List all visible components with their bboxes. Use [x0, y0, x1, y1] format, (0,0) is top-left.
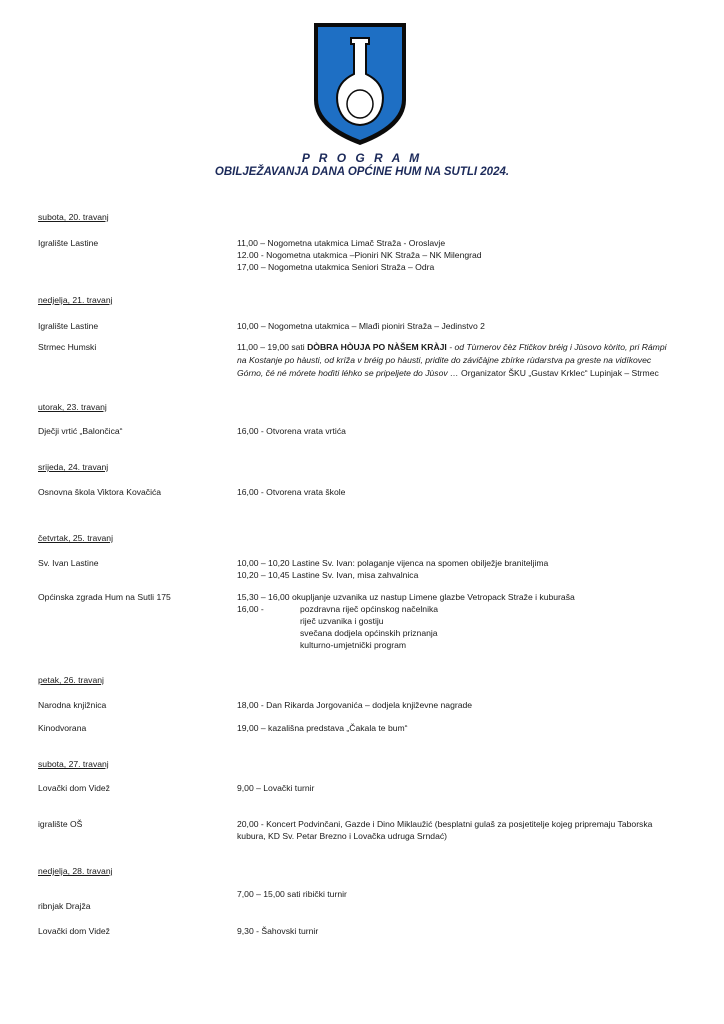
- day-date: utorak, 23. travanj: [38, 402, 107, 412]
- event-line: 17,00 – Nogometna utakmica Seniori Straža – Odra: [237, 262, 435, 272]
- venue-place: Narodna knjižnica: [38, 700, 107, 710]
- event-line: [237, 342, 667, 352]
- venue-place: igralište OŠ: [38, 819, 83, 829]
- sub-event-line: riječ uzvanika i gostiju: [300, 616, 384, 626]
- day-date: subota, 20. travanj: [38, 212, 109, 222]
- event-line: 10,00 – 10,20 Lastine Sv. Ivan: polaganje vijenca na spomen obilježje braniteljima: [237, 558, 549, 568]
- event-line: 15,30 – 16,00 okupljanje uzvanika uz nastup Limene glazbe Vetropack Straže i kuburaša: [237, 592, 575, 602]
- event-line: 10,00 – Nogometna utakmica – Mlađi pioniri Straža – Jedinstvo 2: [237, 321, 485, 331]
- day-date: srijeda, 24. travanj: [38, 462, 109, 472]
- venue-place: Osnovna škola Viktora Kovačića: [38, 487, 162, 497]
- venue-place: Strmec Humski: [38, 342, 97, 352]
- venue-place: Kinodvorana: [38, 723, 87, 733]
- venue-place: ribnjak Drajža: [38, 901, 91, 911]
- day-date: petak, 26. travanj: [38, 675, 104, 685]
- event-line: 18,00 - Dan Rikarda Jorgovanića – dodjela književne nagrade: [237, 700, 473, 710]
- event-line: [237, 368, 659, 378]
- day-date: subota, 27. travanj: [38, 759, 109, 769]
- event-line: kubura, KD Sv. Petar Brezno i Lovačka udruga Srndać): [237, 831, 448, 841]
- shield-crest-icon: [311, 20, 409, 148]
- event-line: 7,00 – 15,00 sati ribički turnir: [237, 889, 347, 899]
- sub-event-line: svečana dodjela općinskih priznanja: [300, 628, 438, 638]
- venue-place: Lovački dom Videž: [38, 783, 110, 793]
- event-line: 9,00 – Lovački turnir: [237, 783, 315, 793]
- event-line: 12.00 - Nogometna utakmica –Pioniri NK Straža – NK Milengrad: [237, 250, 482, 260]
- event-text: - od Tùrnerov čèz Ftičkov bréig i Jùsovo kòrito, pri Rámpi: [446, 342, 667, 352]
- event-line: 10,20 – 10,45 Lastine Sv. Ivan, misa zahvalnica: [237, 570, 419, 580]
- sub-event-line: kulturno-umjetnički program: [300, 640, 407, 650]
- program-subtitle: OBILJEŽAVANJA DANA OPĆINE HUM NA SUTLI 2024.: [214, 166, 510, 178]
- event-line: 19,00 – kazališna predstava „Čakala te bum“: [237, 723, 408, 733]
- venue-place: Igralište Lastine: [38, 238, 99, 248]
- event-time: 11,00 – 19,00 sati: [237, 342, 308, 352]
- event-line: 16,00 - Otvorena vrata vrtića: [237, 426, 346, 436]
- sub-event-line: pozdravna riječ općinskog načelnika: [300, 604, 439, 614]
- event-line: 16,00 -: [237, 604, 264, 614]
- event-line: 20,00 - Koncert Podvinčani, Gazde i Dino Miklaužić (besplatni gulaš za posjetitelje kojeg pripremaju Taborska: [237, 819, 653, 829]
- venue-place: Dječji vrtić „Balončica“: [38, 426, 123, 436]
- venue-place: Sv. Ivan Lastine: [38, 558, 99, 568]
- event-line: 9,30 - Šahovski turnir: [237, 926, 319, 936]
- event-organizer: Organizator ŠKU „Gustav Krklec“ Lupinjak – Strmec: [458, 368, 659, 378]
- day-date: nedjelja, 21. travanj: [38, 295, 113, 305]
- event-name: DÒBRA HÒUJA PO NÀŠEM KRÀJI: [307, 342, 447, 352]
- event-line: na Kostanje po hàusti, od kríža v bréig po hàusti, pridite do závičàjne zbírke rùdarstva pa greste na vidíkovec: [237, 355, 652, 365]
- day-date: četvrtak, 25. travanj: [38, 533, 113, 543]
- program-title: P R O G R A M: [301, 151, 423, 165]
- event-line: 11,00 – Nogometna utakmica Limač Straža - Oroslavje: [237, 238, 446, 248]
- venue-place: Igralište Lastine: [38, 321, 99, 331]
- day-date: nedjelja, 28. travanj: [38, 866, 113, 876]
- event-text: Górno, čé né mórete hodìti léhko se pripeljete do Jùsov …: [237, 368, 459, 378]
- venue-place: Lovački dom Videž: [38, 926, 110, 936]
- venue-place: Općinska zgrada Hum na Sutli 175: [38, 592, 171, 602]
- event-line: 16,00 - Otvorena vrata škole: [237, 487, 346, 497]
